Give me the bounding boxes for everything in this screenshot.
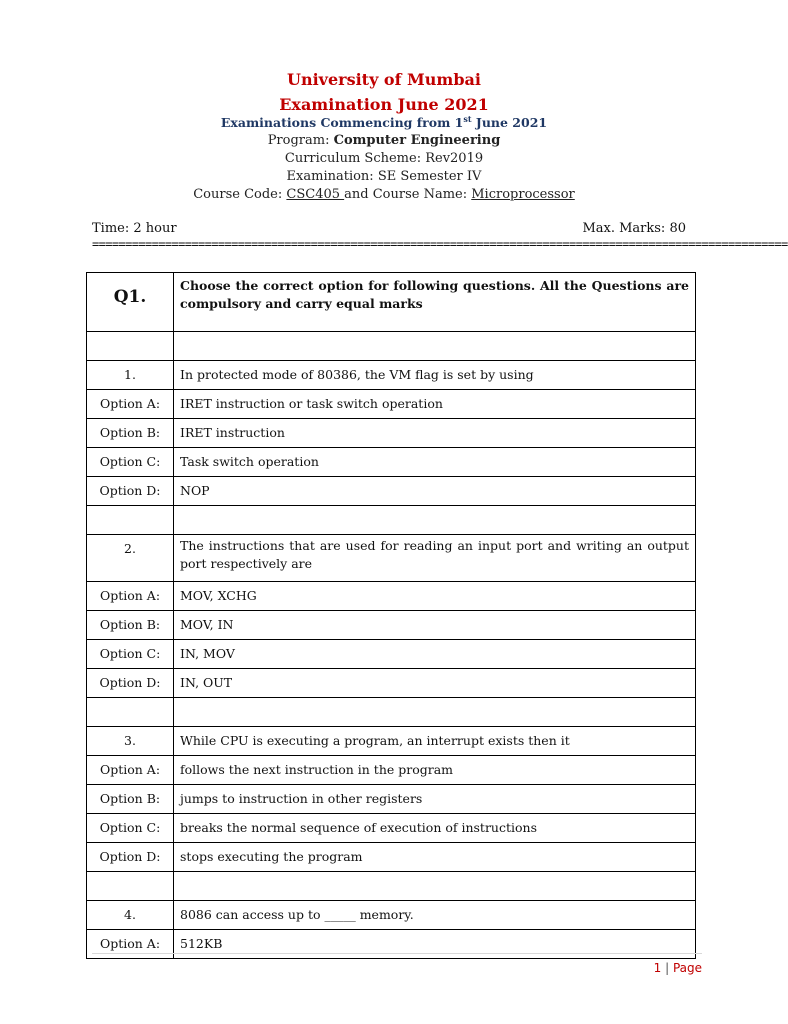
question-row — [87, 901, 696, 930]
row-label: 2. — [87, 535, 174, 582]
row-text: breaks the normal sequence of execution of instructions — [174, 814, 696, 843]
row-text: MOV, IN — [174, 611, 696, 640]
option-row — [87, 640, 696, 669]
empty-cell — [87, 698, 174, 727]
option-row — [87, 843, 696, 872]
row-text: 512KB — [174, 930, 696, 959]
empty-cell — [174, 872, 696, 901]
question-number-heading: Q1. — [87, 273, 174, 332]
question-table — [86, 272, 696, 959]
row-text: follows the next instruction in the program — [174, 756, 696, 785]
row-text: NOP — [174, 477, 696, 506]
program-line — [0, 133, 768, 148]
row-text: MOV, XCHG — [174, 582, 696, 611]
program-value: Computer Engineering — [333, 133, 501, 148]
row-label: Option B: — [87, 611, 174, 640]
spacer-row — [87, 698, 696, 727]
page-separator: | — [661, 961, 673, 975]
course-code: CSC405 — [286, 187, 345, 202]
row-label: Option A: — [87, 756, 174, 785]
question-row — [87, 535, 696, 582]
row-label: Option A: — [87, 930, 174, 959]
time-text: Time: 2 hour — [92, 221, 177, 236]
commencing-suffix: June 2021 — [471, 115, 548, 131]
examination-title: Examination June 2021 — [279, 95, 489, 114]
row-label: Option C: — [87, 448, 174, 477]
curriculum-line: Curriculum Scheme: Rev2019 — [284, 151, 484, 166]
option-row — [87, 582, 696, 611]
commencing-line — [0, 114, 768, 130]
empty-cell — [174, 332, 696, 361]
row-text: In protected mode of 80386, the VM flag is set by using — [174, 361, 696, 390]
course-name-label: and Course Name: — [344, 187, 472, 202]
row-label: Option B: — [87, 785, 174, 814]
option-row — [87, 814, 696, 843]
option-row — [87, 477, 696, 506]
spacer-row — [87, 332, 696, 361]
option-row — [87, 611, 696, 640]
program-label: Program: — [267, 133, 334, 148]
row-text: IRET instruction or task switch operation — [174, 390, 696, 419]
time-marks-row — [92, 221, 686, 236]
question-table-body — [87, 273, 696, 959]
page-word: Page — [672, 961, 702, 975]
spacer-row — [87, 872, 696, 901]
max-marks-text: Max. Marks: 80 — [582, 221, 686, 236]
university-title: University of Mumbai — [287, 70, 481, 89]
option-row — [87, 448, 696, 477]
option-row — [87, 930, 696, 959]
separator-rule: ========================================================================================================= — [92, 237, 788, 251]
examination-line: Examination: SE Semester IV — [286, 169, 482, 184]
option-row — [87, 419, 696, 448]
spacer-row — [87, 506, 696, 535]
empty-cell — [174, 506, 696, 535]
question-instruction: Choose the correct option for following questions. All the Questions are compulsory and carry equal marks — [174, 273, 696, 332]
row-label: 3. — [87, 727, 174, 756]
question-row — [87, 361, 696, 390]
commencing-superscript: st — [463, 114, 472, 124]
course-line — [0, 187, 768, 202]
question-row — [87, 727, 696, 756]
course-name: Microprocessor — [471, 187, 575, 202]
row-text: While CPU is executing a program, an interrupt exists then it — [174, 727, 696, 756]
row-text: IRET instruction — [174, 419, 696, 448]
row-label: Option B: — [87, 419, 174, 448]
empty-cell — [87, 506, 174, 535]
page-number — [654, 961, 702, 975]
row-label: Option C: — [87, 814, 174, 843]
empty-cell — [87, 872, 174, 901]
row-text: jumps to instruction in other registers — [174, 785, 696, 814]
course-code-label: Course Code: — [193, 187, 287, 202]
commencing-prefix: Examinations Commencing from 1 — [220, 115, 464, 131]
empty-cell — [87, 332, 174, 361]
row-label: Option D: — [87, 669, 174, 698]
option-row — [87, 785, 696, 814]
question-header-row — [87, 273, 696, 332]
row-label: Option D: — [87, 477, 174, 506]
row-text: 8086 can access up to _____ memory. — [174, 901, 696, 930]
empty-cell — [174, 698, 696, 727]
row-label: 4. — [87, 901, 174, 930]
option-row — [87, 390, 696, 419]
row-label: 1. — [87, 361, 174, 390]
footer-divider — [92, 953, 702, 954]
option-row — [87, 756, 696, 785]
row-label: Option C: — [87, 640, 174, 669]
row-label: Option D: — [87, 843, 174, 872]
row-label: Option A: — [87, 582, 174, 611]
option-row — [87, 669, 696, 698]
row-text: The instructions that are used for reading an input port and writing an output port respectively are — [174, 535, 696, 582]
row-text: IN, OUT — [174, 669, 696, 698]
row-text: Task switch operation — [174, 448, 696, 477]
row-text: stops executing the program — [174, 843, 696, 872]
row-label: Option A: — [87, 390, 174, 419]
row-text: IN, MOV — [174, 640, 696, 669]
page-number-value: 1 — [653, 961, 662, 975]
